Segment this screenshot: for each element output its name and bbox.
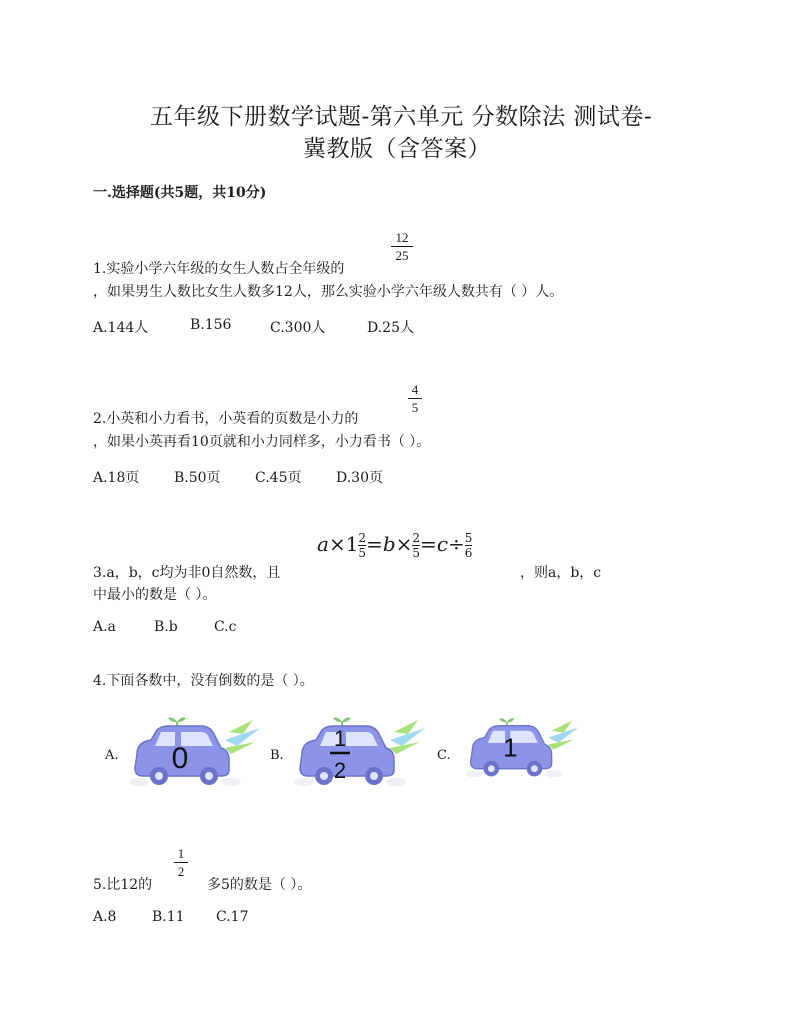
q1-frac-num: 12: [395, 230, 409, 245]
q2-option-b: B.50页: [174, 470, 221, 486]
q3-option-c: C.c: [214, 619, 237, 635]
q5-frac-num: 1: [177, 846, 185, 861]
car-b-den: 2: [333, 758, 347, 783]
q2-frac-den: 5: [411, 400, 419, 415]
q5-option-c: C.17: [216, 909, 249, 925]
car-a-icon: [125, 712, 270, 792]
q1-option-b: B.156: [190, 317, 232, 333]
q5-stem-cont: 多5的数是（ ）。: [207, 877, 312, 893]
q2-fraction: [408, 382, 422, 415]
q3-stem-cont: ，则a，b，c: [520, 565, 602, 581]
q2-stem: 2.小英和小力看书，小英看的页数是小力的: [93, 411, 359, 427]
q3-stem-end: 中最小的数是（ ）。: [93, 587, 217, 603]
q2-stem-cont: ，如果小英再看10页就和小力同样多，小力看书（ ）。: [93, 434, 431, 450]
q2-option-c: C.45页: [255, 470, 302, 486]
q3-stem: 3.a，b，c均为非0自然数，且: [93, 565, 281, 581]
q5-frac-den: 2: [177, 864, 185, 879]
q4-option-c-label: C.: [437, 748, 451, 763]
q1-stem-cont: ，如果男生人数比女生人数多12人，那么实验小学六年级人数共有（ ）人。: [93, 284, 564, 300]
q1-fraction: [391, 230, 413, 263]
q3-formula: $a\times 1\frac{2}{5}=b\times\frac{2}{5}=c\div\frac{5}{6}$: [317, 531, 473, 560]
q1-stem: 1.实验小学六年级的女生人数占全年级的: [93, 261, 345, 277]
q4-stem: 4.下面各数中，没有倒数的是（ ）。: [93, 673, 314, 689]
q1-option-d: D.25人: [367, 320, 414, 336]
q2-option-d: D.30页: [336, 470, 383, 486]
q5-option-a: A.8: [93, 909, 117, 925]
q2-option-a: A.18页: [93, 470, 140, 486]
q5-stem: 5.比12的: [93, 877, 153, 893]
q3-option-b: B.b: [154, 619, 178, 635]
q1-option-c: C.300人: [270, 320, 326, 336]
q1-option-a: A.144人: [93, 320, 149, 336]
q4-option-a-label: A.: [105, 748, 119, 763]
car-b-num: 1: [333, 726, 347, 751]
q4-option-b-label: B.: [270, 748, 284, 763]
car-c-icon: [462, 712, 587, 784]
q5-fraction: [174, 846, 188, 879]
q3-option-a: A.a: [93, 619, 116, 635]
q2-frac-num: 4: [411, 382, 419, 397]
car-b-icon: [290, 712, 435, 792]
q1-frac-den: 25: [395, 248, 409, 263]
page-subtitle: 冀教版（含答案）: [303, 136, 491, 162]
section-heading: 一.选择题(共5题，共10分): [93, 185, 267, 201]
car-c-value: 1: [503, 734, 518, 763]
page-title: 五年级下册数学试题-第六单元 分数除法 测试卷-: [150, 104, 653, 130]
car-a-value: 0: [171, 742, 189, 775]
q5-option-b: B.11: [152, 909, 185, 925]
